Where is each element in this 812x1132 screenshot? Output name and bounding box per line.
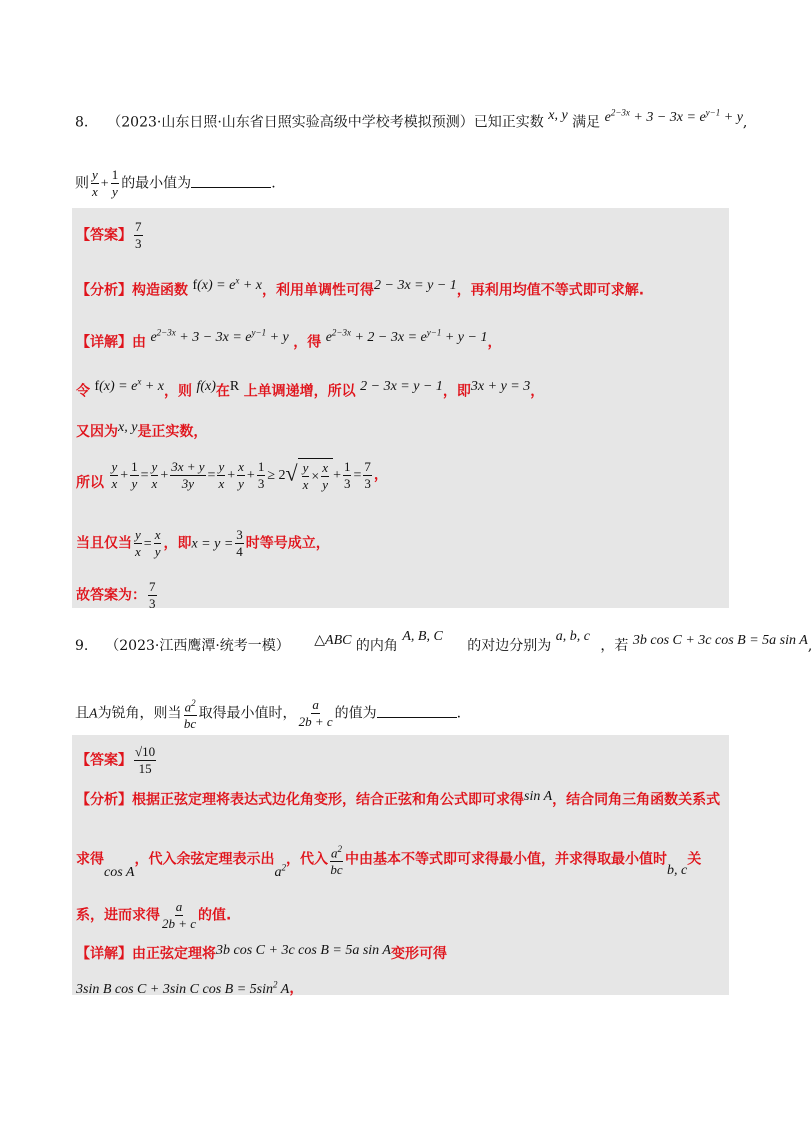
q8-frac-1y: $\frac{1}{y}$ [111,167,119,199]
answer-tag: 【答案】 [76,752,132,769]
frac: $\frac{3x + y}{3y}$ [171,458,205,491]
reals-symbol: R [229,378,240,394]
frac: $\frac{1}{3}$ [257,458,265,491]
detail-text: 变形可得 [390,946,447,962]
q8-line1: 8. （2023·山东日照·山东省日照实验高级中学校考模拟预测）已知正实数 x, y 满足 $e^{2-3x} + 3 - 3x = e^{y-1} + y$, [75,107,748,131]
a8-eq3: 2 − 3x = y − 1 [360,378,443,394]
q8-number: 8. [75,114,89,131]
analysis-text: ，代入 [285,851,328,868]
analysis-text: ，代入余弦定理表示出 [134,851,275,868]
q9-text: 的内角 [355,638,398,654]
q8-line2: 则 $\frac{y}{x}$ + $\frac{1}{y}$ 的最小值为 . [75,167,276,199]
final-answer-value: $\frac{7}{3}$ [149,579,156,611]
q9-end: . [456,705,462,722]
a9-detail [76,944,447,965]
a8-eq1: $e^{2-3x} + 3 - 3x = e^{y-1} + y$ [150,327,289,345]
a8-so: 所以 $\frac{y}{x}$ + $\frac{1}{y}$ = $\frac{y}{x}$ + $\frac{3x + y}{3y}$ = $\frac{y}{x}$ + $\frac{x}{y}$ + $\frac{1}{3}$ ≥ 2√ $\frac{y}{x}$ × $\frac{x}{y}$ + $\frac{1}{3}$ = $\frac{7}{3}$ ， [76,458,388,492]
detail-text: ，则 [164,383,192,400]
angle-a: A [89,706,98,722]
analysis-text: 关 [687,851,702,868]
frac: $\frac{1}{y}$ [131,458,138,491]
frac: $\frac{x}{y}$ [154,527,161,559]
q8-vars: x, y [548,107,568,123]
a8-analysis [76,276,644,302]
frac: $\frac{x}{y}$ [238,458,244,491]
frac: $\frac{3}{4}$ [236,527,243,559]
detail-text: 所以 [76,475,104,491]
frac: $\frac{a}{2b + c}$ [162,899,197,931]
a9-answer-value: $\frac{√10}{15}$ [135,744,156,776]
detail-text: ，即 [442,383,471,400]
q9-condition: 3b cos C + 3c cos B = 5a sin A [632,633,808,648]
q8-answer-blank [191,173,271,188]
q9-text: 的对边分别为 [467,638,552,654]
comma: ， [487,334,502,351]
q9-text: ，若 [600,638,629,654]
a9-detail2 [76,974,303,1000]
analysis-text: ，再利用均值不等式即可求解. [456,282,645,299]
a9-answer [76,745,158,776]
q9-line1: 9. （2023·江西鹰潭·统考一模） △ABC 的内角 A, B, C 的对边分别为 a, b, c ，若 3b cos C + 3c cos B = 5a sin A, [75,629,812,654]
frac: $\frac{y}{x}$ [135,527,141,559]
q8-ask: 的最小值为 [121,175,192,192]
detail-tag: 【详解】 [76,334,132,351]
analysis-text: 求得 [76,851,104,868]
a9-analysis2: 求得cos A，代入余弦定理表示出$a^2$，代入 $\frac{a^2}{bc}$ 中由基本不等式即可求得最小值，并求得取最小值时b, c关 [76,844,702,880]
detail-text: 由正弦定理将 [132,946,216,962]
detail-text: 又因为 [76,424,118,440]
detail-text: 由 [132,334,146,351]
a8-also [76,422,207,443]
frac: $\frac{1}{3}$ [343,458,351,491]
a8-let: 令 $f(x) = e^x + x$，则 f(x)在R 上单调递增，所以 2 − 3x = y − 1，即3x + y = 3， [76,376,545,400]
a9-analysis3 [76,900,231,931]
cos-a: cos A [104,864,135,880]
a8-answer [76,220,145,251]
a8-eq: 2 − 3x = y − 1 [374,277,457,293]
a8-detail [76,328,501,354]
analysis-text: 的值. [198,907,232,924]
analysis-text: 系，进而求得 [76,907,160,924]
q8-then: 则 [75,175,89,192]
q8-source: （2023·山东日照·山东省日照实验高级中学校考模拟预测）已知正实数 [107,114,544,131]
angles: A, B, C [402,629,443,644]
q9-text: 取得最小值时， [198,705,297,722]
frac: $\frac{a}{2b + c}$ [298,697,333,730]
a9-eq2: 3sin B cos C + 3sin C $\cos B = 5\sin^2$ A [76,979,290,997]
sides: a, b, c [555,629,590,644]
analysis-tag: 【分析】 [76,792,132,808]
a8-eq4: 3x + y = 3 [470,378,531,394]
frac: $\frac{a^2}{bc}$ [330,844,343,878]
triangle-abc: △ABC [314,633,352,648]
q8-satisfy: 满足 [572,114,601,131]
detail-text: ，即 [163,535,192,552]
detail-text: 在 [215,383,230,400]
detail-text: 上单调递增，所以 [243,383,356,400]
detail-text: 令 [76,383,90,400]
q9-source: （2023·江西鹰潭·统考一模） [105,638,290,654]
analysis-text: 中由基本不等式即可求得最小值，并求得取最小值时 [344,851,667,868]
q9-text: 的值为 [334,705,377,722]
frac: $\frac{a^2}{bc}$ [183,698,197,732]
q8-end: . [271,175,276,192]
a9-eq: 3b cos C + 3c cos B = 5a sin A [216,943,391,958]
a8-equality: 当且仅当 $\frac{y}{x}$ = $\frac{x}{y}$ ，即x = y = $\frac{3}{4}$ 时等号成立， [76,527,330,559]
a8-final [76,580,159,611]
a8-let-fn: $f(x) = e^x + x$ [94,376,164,394]
a8-answer-value: $\frac{7}{3}$ [135,219,142,251]
analysis-text: ，结合同角三角函数关系式 [552,792,721,808]
q9-number: 9. [75,638,89,654]
q9-text: 且 [75,705,89,722]
a8-fn: $f(x) = e^x + x$ [192,275,262,293]
comma: ， [289,980,304,997]
a9-analysis1 [76,790,720,811]
a8-fx: f(x) [196,378,216,394]
sqrt: √ $\frac{y}{x}$ × $\frac{x}{y}$ [286,458,334,492]
detail-text: 当且仅当 [76,535,132,552]
q9-answer-blank [377,703,457,718]
frac: $\frac{y}{x}$ [218,458,225,491]
analysis-text: 构造函数 [132,282,188,299]
b-c: b, c [666,862,688,878]
analysis-tag: 【分析】 [76,282,132,299]
q9-text: 为锐角，则当 [97,705,182,722]
frac: $\frac{y}{x}$ [151,458,158,491]
q8-frac-yx: $\frac{y}{x}$ [92,167,98,199]
detail-text: 是正实数， [137,424,208,440]
detail-tag: 【详解】 [76,946,132,962]
detail-text: ，得 [293,334,322,351]
answer-tag: 【答案】 [76,227,132,244]
q8-condition: $e^{2-3x} + 3 - 3x = e^{y-1} + y$ [604,107,743,125]
q9-line2 [75,696,461,731]
final-answer-label: 故答案为： [76,587,146,604]
detail-text: 时等号成立， [245,535,330,552]
a8-eq2: $e^{2-3x} + 2 - 3x = e^{y-1} + y - 1$ [325,327,488,345]
frac: $\frac{7}{3}$ [364,458,371,491]
analysis-text: ，利用单调性可得 [262,282,374,299]
frac: $\frac{y}{x}$ [111,458,118,491]
sin-a: sin A [524,789,553,804]
xy-vars: x, y [118,420,138,435]
analysis-text: 根据正弦定理将表达式边化角变形，结合正弦和角公式即可求得 [132,792,524,808]
